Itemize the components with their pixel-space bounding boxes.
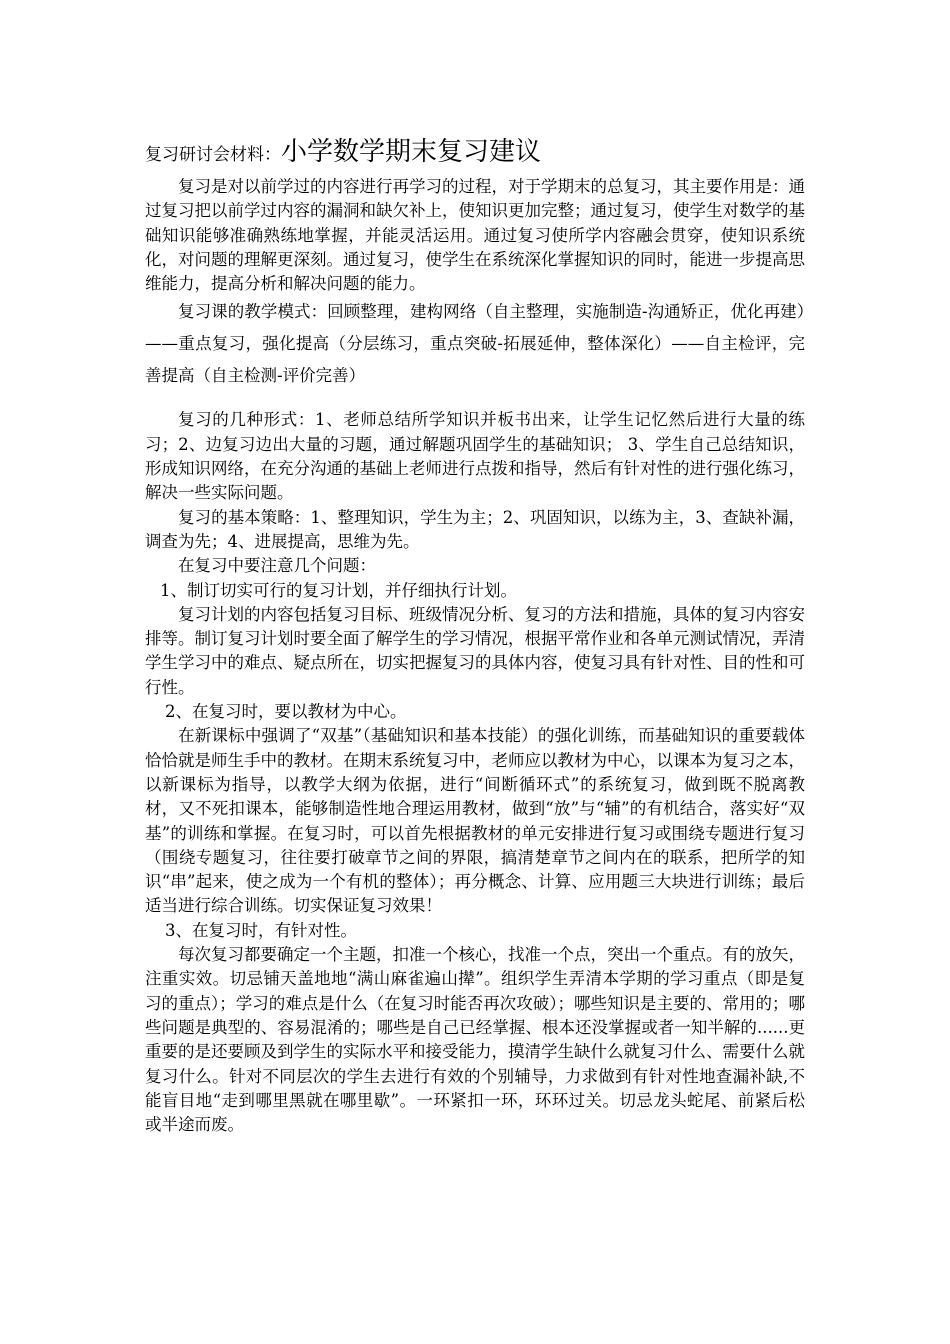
document-body — [145, 175, 805, 1137]
paragraph-review-forms: 复习的几种形式：1、老师总结所学知识并板书出来，让学生记忆然后进行大量的练习；2、边复习边出大量的习题，通过解题巩固学生的基础知识； 3、学生自己总结知识，形成知识网络，在充分沟通的基础上老师进行点拨和指导，然后有针对性的进行强化练习，解决一些实际问题。 — [145, 410, 805, 503]
title-main: 小学数学期末复习建议 — [281, 137, 542, 167]
paragraph-review-strategy: 复习的基本策略：1、整理知识，学生为主；2、巩固知识，以练为主，3、查缺补漏，调查为先；4、进展提高，思维为先。 — [145, 507, 805, 551]
paragraph-targeted-review: 每次复习都要确定一个主题，扣准一个核心，找准一个点，突出一个重点。有的放矢，注重实效。切忌铺天盖地地“满山麻雀遍山撵”。组织学生弄清本学期的学习重点（即是复习的重点）；学习的难点是什么（在复习时能否再次攻破）；哪些知识是主要的、常用的；哪些问题是典型的、容易混淆的；哪些是自己已经掌握、根本还没掌握或者一知半解的......更重要的是还要顾及到学生的实际水平和接受能力，摸清学生缺什么就复习什么、需要什么就复习什么。针对不同层次的学生去进行有效的个别辅导，力求做到有针对性地查漏补缺,不能盲目地“走到哪里黑就在哪里歇”。一环紧扣一环，环环过关。切忌龙头蛇尾、前紧后松或半途而废。 — [145, 945, 805, 1135]
paragraph-textbook-center: 在新课标中强调了“双基”（基础知识和基本技能）的强化训练，而基础知识的重要载体恰恰就是师生手中的教材。在期末系统复习中，老师应以教材为中心，以课本为复习之本，以新课标为指导，以教学大纲为依据，进行“间断循环式”的系统复习，做到既不脱离教材，又不死扣课本，能够制造性地合理运用教材，做到“放”与“辅”的有机结合，落实好“双基”的训练和掌握。在复习时，可以首先根据教材的单元安排进行复习或围绕专题进行复习（围绕专题复习，往往要打破章节之间的界限，搞清楚章节之间内在的联系，把所学的知识“串”起来，使之成为一个有机的整体）；再分概念、计算、应用题三大块进行训练；最后适当进行综合训练。切实保证复习效果！ — [145, 726, 805, 916]
paragraph-intro: 复习是对以前学过的内容进行再学习的过程，对于学期末的总复习，其主要作用是：通过复习把以前学过内容的漏洞和缺欠补上，使知识更加完整；通过复习，使学生对数学的基础知识能够准确熟练地掌握，并能灵活运用。通过复习使所学内容融会贯穿，使知识系统化，对问题的理解更深刻。通过复习，使学生在系统深化掌握知识的同时，能进一步提高思维能力，提高分析和解决问题的能力。 — [145, 177, 805, 294]
paragraph-teaching-mode: 复习课的教学模式：回顾整理，建构网络（自主整理，实施制造-沟通矫正，优化再建）——重点复习，强化提高（分层练习，重点突破-拓展延伸，整体深化）——自主检评，完善提高（自主检测-评价完善） — [145, 302, 805, 386]
section-heading-2: 2、在复习时，要以教材为中心。 — [165, 702, 407, 722]
document-title — [145, 132, 541, 175]
paragraph-review-plan: 复习计划的内容包括复习目标、班级情况分析、复习的方法和措施，具体的复习内容安排等。制订复习计划时要全面了解学生的学习情况，根据平常作业和各单元测试情况，弄清学生学习中的难点、疑点所在，切实把握复习的具体内容，使复习具有针对性、目的性和可行性。 — [145, 604, 805, 697]
paragraph-issues-intro: 在复习中要注意几个问题： — [178, 556, 376, 576]
section-heading-3: 3、在复习时，有针对性。 — [165, 920, 357, 940]
title-prefix: 复习研讨会材料： — [145, 145, 281, 165]
section-heading-1: 1、制订切实可行的复习计划，并仔细执行计划。 — [160, 580, 517, 600]
